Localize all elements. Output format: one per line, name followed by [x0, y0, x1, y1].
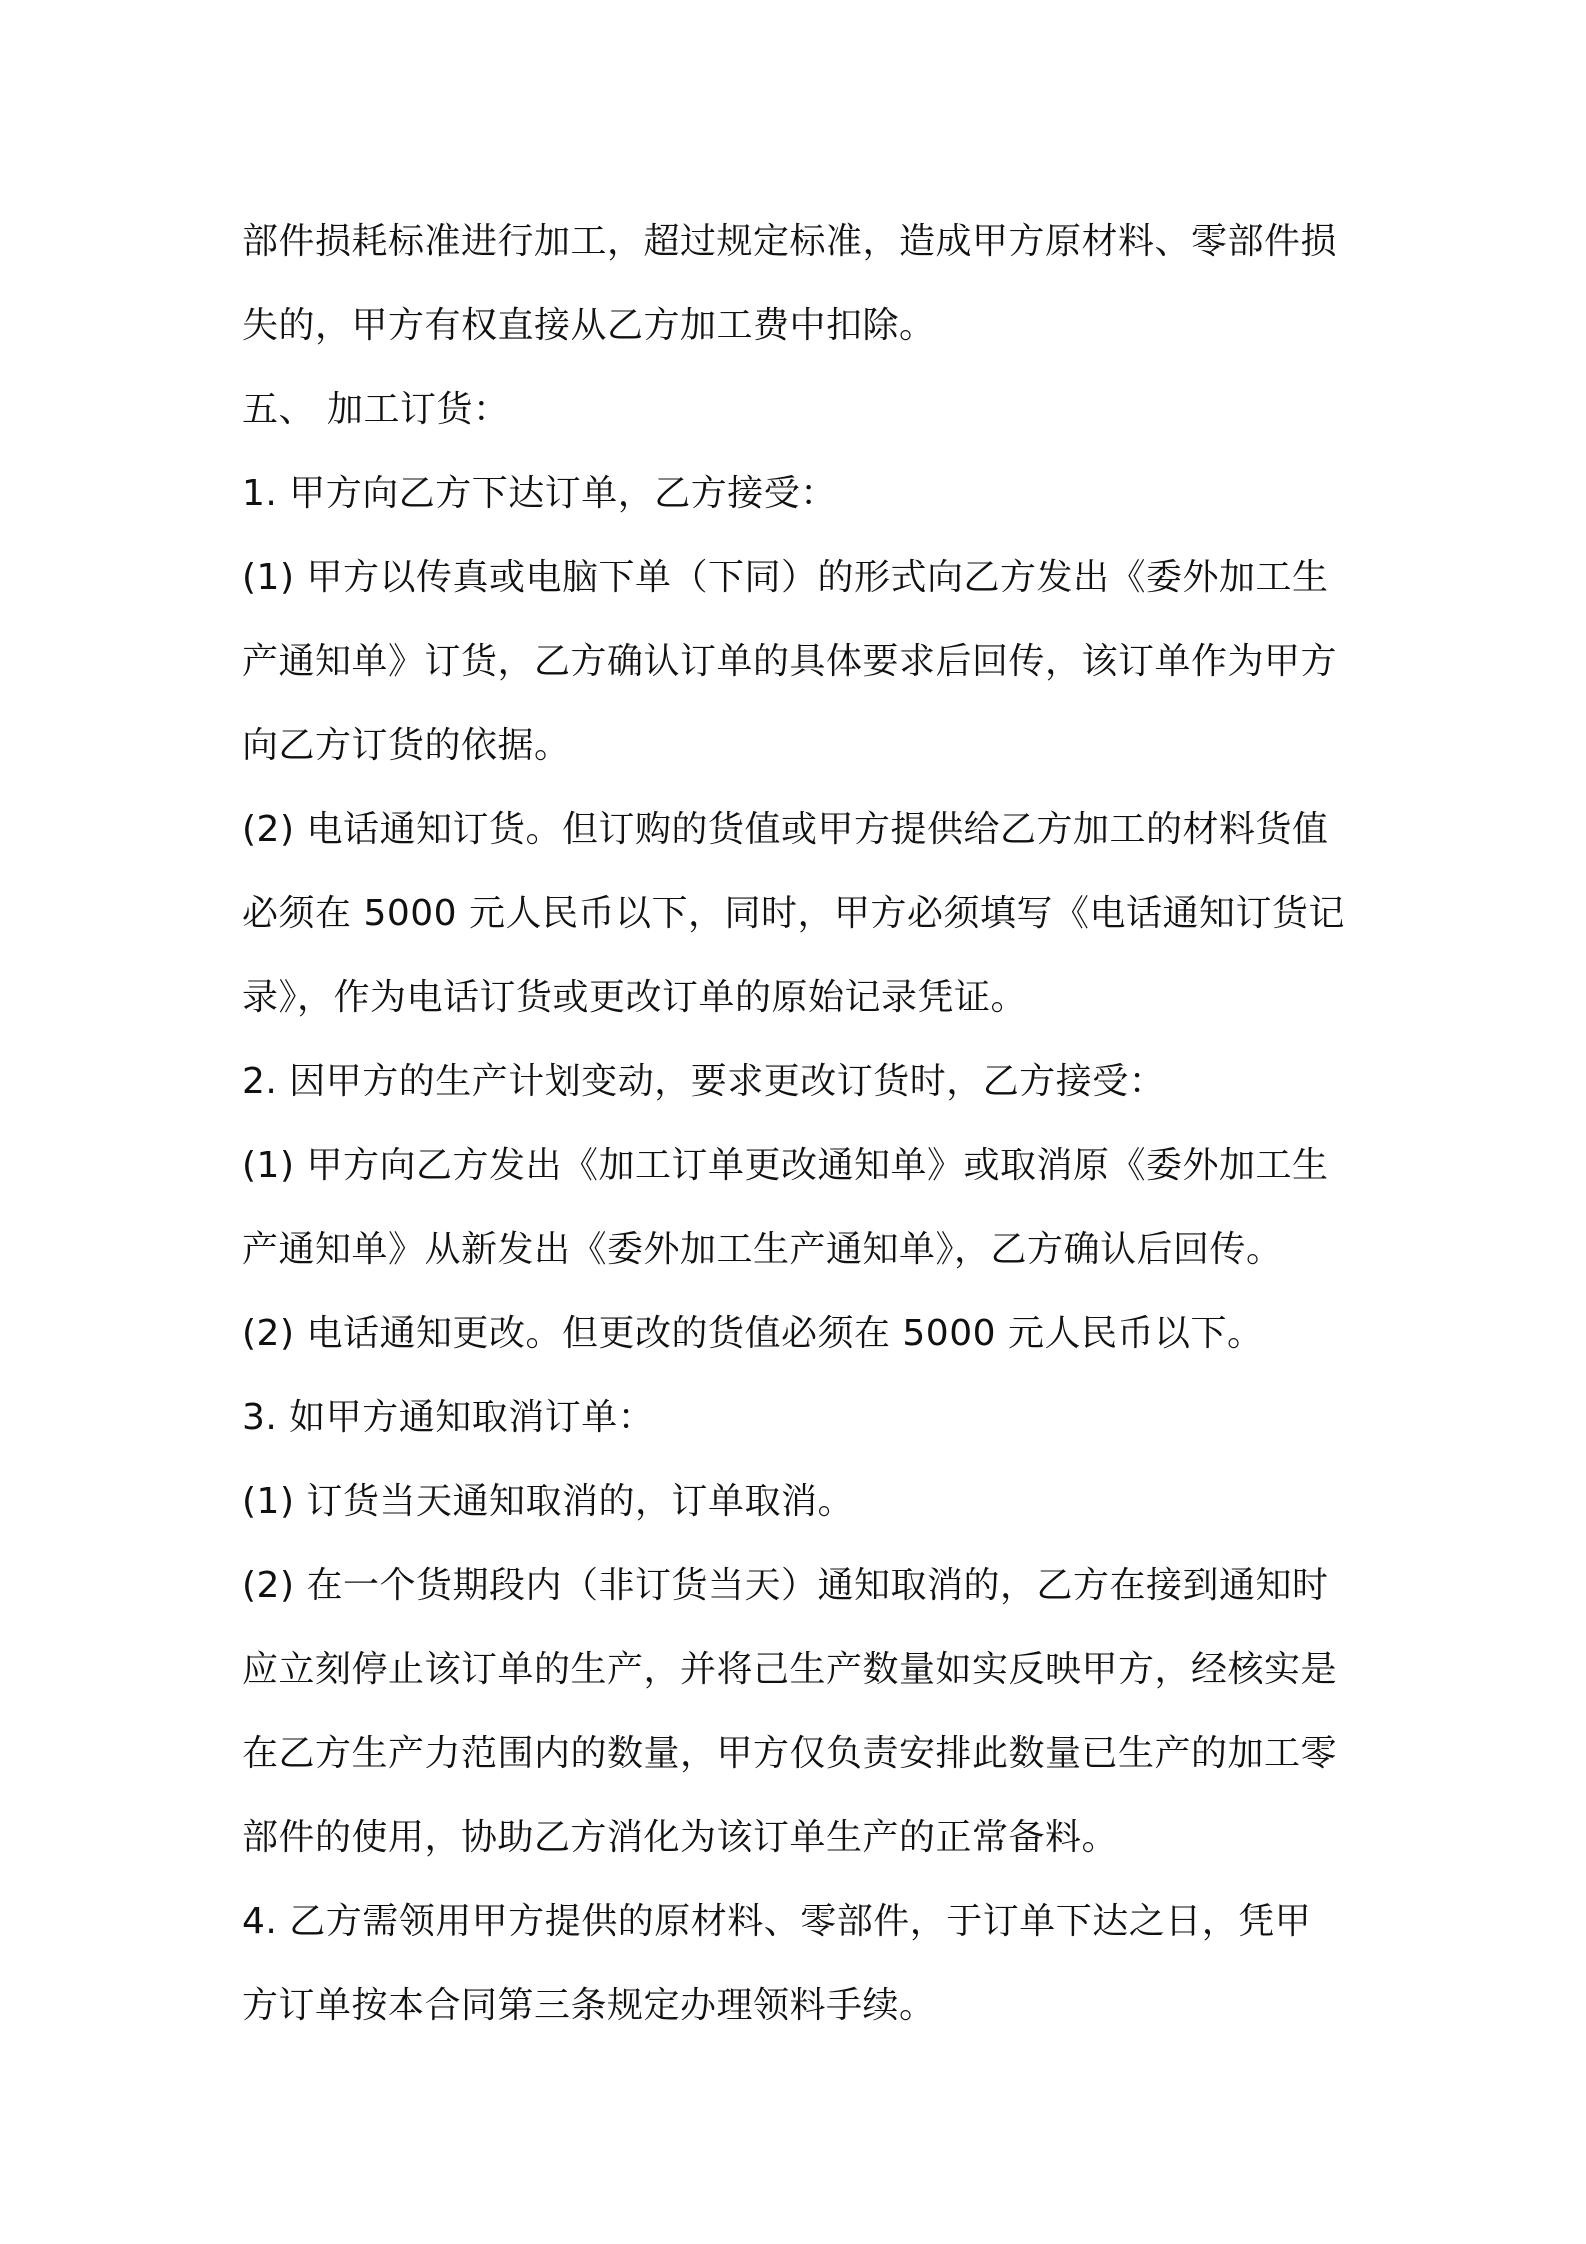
- text-line: 3. 如甲方通知取消订单：: [242, 1397, 655, 1438]
- text-line: 必须在 5000 元人民币以下，同时，甲方必须填写《电话通知订货记: [242, 893, 1346, 934]
- text-line: 产通知单》从新发出《委外加工生产通知单》，乙方确认后回传。: [242, 1229, 1283, 1270]
- text-line: 部件的使用，协助乙方消化为该订单生产的正常备料。: [242, 1817, 1119, 1858]
- text-line: 2. 因甲方的生产计划变动，要求更改订货时，乙方接受：: [242, 1061, 1166, 1102]
- text-line: (2) 电话通知订货。但订购的货值或甲方提供给乙方加工的材料货值: [242, 809, 1329, 850]
- text-line: (2) 在一个货期段内（非订货当天）通知取消的，乙方在接到通知时: [242, 1565, 1329, 1606]
- text-line: 4. 乙方需领用甲方提供的原材料、零部件，于订单下达之日，凭甲: [242, 1901, 1312, 1942]
- text-line: 在乙方生产力范围内的数量，甲方仅负责安排此数量已生产的加工零: [242, 1733, 1338, 1774]
- text-line: 部件损耗标准进行加工，超过规定标准，造成甲方原材料、零部件损: [242, 221, 1338, 262]
- text-line: 向乙方订货的依据。: [242, 725, 571, 766]
- document-body: [242, 200, 1362, 2048]
- text-line: (1) 甲方以传真或电脑下单（下同）的形式向乙方发出《委外加工生: [242, 557, 1329, 598]
- text-line: (1) 订货当天通知取消的，订单取消。: [242, 1481, 854, 1522]
- text-line: 产通知单》订货，乙方确认订单的具体要求后回传，该订单作为甲方: [242, 641, 1338, 682]
- text-line: (2) 电话通知更改。但更改的货值必须在 5000 元人民币以下。: [242, 1313, 1264, 1354]
- text-line: 1. 甲方向乙方下达订单，乙方接受：: [242, 473, 837, 514]
- text-line: 应立刻停止该订单的生产，并将己生产数量如实反映甲方，经核实是: [242, 1649, 1338, 1690]
- text-line: (1) 甲方向乙方发出《加工订单更改通知单》或取消原《委外加工生: [242, 1145, 1329, 1186]
- text-line: 录》，作为电话订货或更改订单的原始记录凭证。: [242, 977, 1028, 1018]
- text-line: 失的，甲方有权直接从乙方加工费中扣除。: [242, 305, 936, 346]
- text-line: 方订单按本合同第三条规定办理领料手续。: [242, 1985, 936, 2026]
- section-heading: 五、 加工订货：: [242, 389, 510, 430]
